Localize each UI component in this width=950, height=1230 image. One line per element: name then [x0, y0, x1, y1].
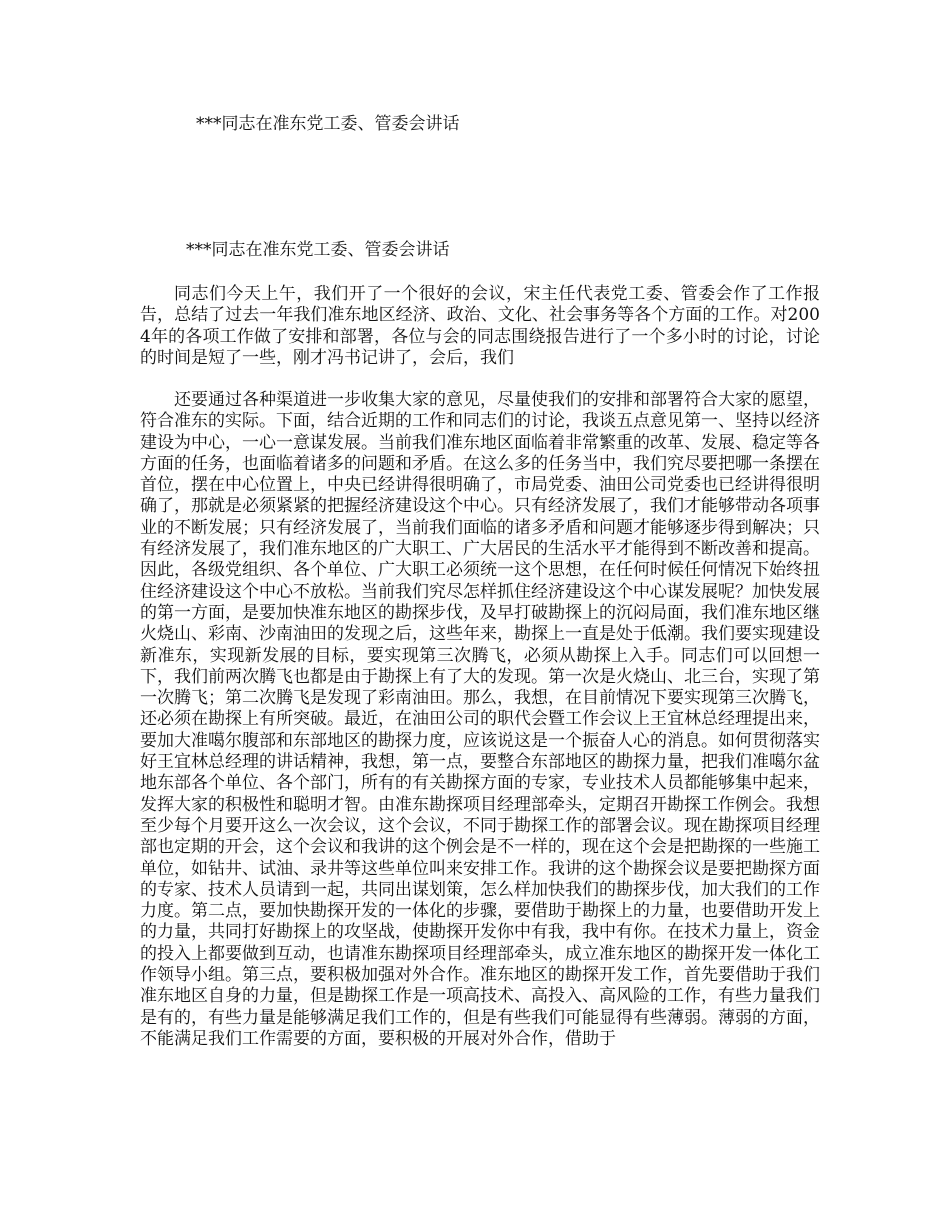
document-title: ***同志在准东党工委、管委会讲话: [196, 114, 460, 134]
document-subtitle: ***同志在准东党工委、管委会讲话: [186, 240, 450, 260]
body-paragraph: 还要通过各种渠道进一步收集大家的意见，尽量使我们的安排和部署符合大家的愿望，符合准东的实际。下面，结合近期的工作和同志们的讨论，我谈五点意见第一、坚持以经济建设为中心，一心一意谋发展。当前我们准东地区面临着非常繁重的改革、发展、稳定等各方面的任务，也面临着诸多的问题和矛盾。在这么多的任务当中，我们究尽要把哪一条摆在首位，摆在中心位置上，中央已经讲得很明确了，市局党委、油田公司党委也已经讲得很明确了，那就是必须紧紧的把握经济建设这个中心。只有经济发展了，我们才能够带动各项事业的不断发展；只有经济发展了，当前我们面临的诸多矛盾和问题才能够逐步得到解决；只有经济发展了，我们准东地区的广大职工、广大居民的生活水平才能得到不断改善和提高。因此，各级党组织、各个单位、广大职工必须统一这个思想，在任何时候任何情况下始终扭住经济建设这个中心不放松。当前我们究尽怎样抓住经济建设这个中心谋发展呢？加快发展的第一方面，是要加快准东地区的勘探步伐，及早打破勘探上的沉闷局面，我们准东地区继火烧山、彩南、沙南油田的发现之后，这些年来，勘探上一直是处于低潮。我们要实现建设新准东，实现新发展的目标，要实现第三次腾飞，必须从勘探上入手。同志们可以回想一下，我们前两次腾飞也都是由于勘探上有了大的发现。第一次是火烧山、北三台，实现了第一次腾飞；第二次腾飞是发现了彩南油田。那么，我想，在目前情况下要实现第三次腾飞，还必须在勘探上有所突破。最近，在油田公司的职代会暨工作会议上王宜林总经理提出来，要加大准噶尔腹部和东部地区的勘探力度，应该说这是一个振奋人心的消息。如何贯彻落实好王宜林总经理的讲话精神，我想，第一点，要整合东部地区的勘探力量，把我们准噶尔盆地东部各个单位、各个部门，所有的有关勘探方面的专家，专业技术人员都能够集中起来，发挥大家的积极性和聪明才智。由准东勘探项目经理部牵头，定期召开勘探工作例会。我想至少每个月要开这么一次会议，这个会议，不同于勘探工作的部署会议。现在勘探项目经理部也定期的开会，这个会议和我讲的这个例会是不一样的，现在这个会是把勘探的一些施工单位，如钻井、试油、录井等这些单位叫来安排工作。我讲的这个勘探会议是要把勘探方面的专家、技术人员请到一起，共同出谋划策，怎么样加快我们的勘探步伐，加大我们的工作力度。第二点，要加快勘探开发的一体化的步骤，要借助于勘探上的力量，也要借助开发上的力量，共同打好勘探上的攻坚战，使勘探开发你中有我，我中有你。在技术力量上，资金的投入上都要做到互动，也请准东勘探项目经理部牵头，成立准东地区的勘探开发一体化工作领导小组。第三点，要积极加强对外合作。准东地区的勘探开发工作，首先要借助于我们准东地区自身的力量，但是勘探工作是一项高技术、高投入、高风险的工作，有些力量我们是有的，有些力量是能够满足我们工作的，但是有些我们可能显得有些薄弱。薄弱的方面，不能满足我们工作需要的方面，要积极的开展对外合作，借助于: [140, 390, 820, 1049]
body-paragraph: 同志们今天上午，我们开了一个很好的会议，宋主任代表党工委、管委会作了工作报告，总结了过去一年我们准东地区经济、政治、文化、社会事务等各个方面的工作。对2004年的各项工作做了安排和部署，各位与会的同志围绕报告进行了一个多小时的讨论，讨论的时间是短了一些，刚才冯书记讲了，会后，我们: [140, 284, 820, 368]
